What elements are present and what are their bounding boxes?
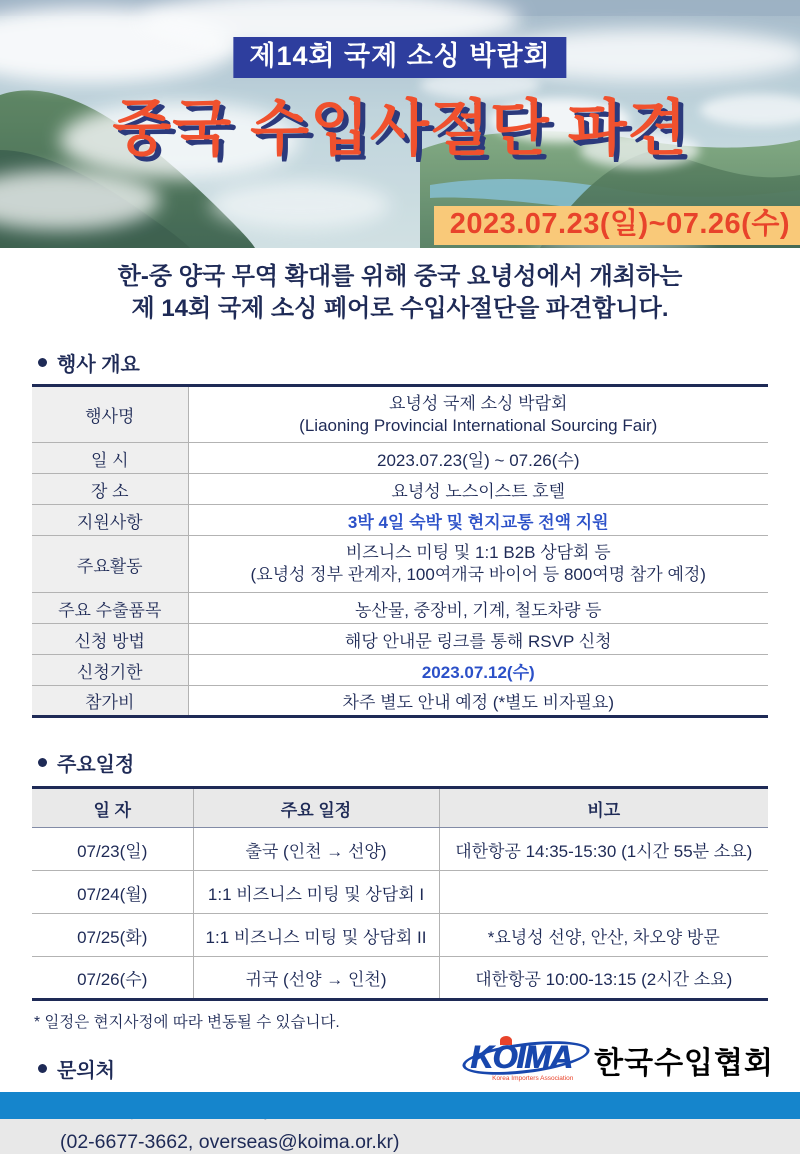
row-label: 주요 수출품목 <box>32 593 188 624</box>
schedule-footnote: * 일정은 현지사정에 따라 변동될 수 있습니다. <box>34 1014 340 1032</box>
overview-table <box>32 384 768 718</box>
row-value: 농산물, 중장비, 기계, 철도차량 등 <box>188 593 768 624</box>
row-label: 신청기한 <box>32 655 188 686</box>
contact-phone-email: (02-6677-3662, overseas@koima.or.kr) <box>60 1131 400 1154</box>
schedule-note: 대한항공 10:00-13:15 (2시간 소요) <box>475 970 733 990</box>
intro-line-2: 제 14회 국제 소싱 페어로 수입사절단을 파견합니다. <box>131 294 669 322</box>
table-row <box>32 655 768 686</box>
row-value: 해당 안내문 링크를 통해 RSVP 신청 <box>188 624 768 655</box>
table-row <box>32 505 768 536</box>
schedule-note: 대한항공 14:35-15:30 (1시간 55분 소요) <box>439 828 768 871</box>
row-label: 행사명 <box>32 386 188 443</box>
section-title-overview: 행사 개요 <box>57 354 140 377</box>
schedule-activity: 귀국 (선양 → 인천) <box>193 957 439 1000</box>
event-name-korean: 요녕성 국제 소싱 박람회 <box>389 393 568 413</box>
schedule-date: 07/26(수) <box>32 957 193 1000</box>
koima-logo <box>466 1035 774 1085</box>
schedule-activity: 출국 (인천 → 선양) <box>193 828 439 871</box>
table-row <box>32 828 768 871</box>
schedule-table <box>32 786 768 1001</box>
section-header-schedule <box>38 748 800 777</box>
hero-banner <box>0 0 800 248</box>
column-header-schedule: 주요 일정 <box>193 788 439 828</box>
table-row <box>32 474 768 505</box>
intro-text <box>0 261 800 324</box>
row-value-highlighted: 3박 4일 숙박 및 현지교통 전액 지원 <box>188 505 768 536</box>
schedule-activity: 1:1 비즈니스 미팅 및 상담회 I <box>193 871 439 914</box>
event-series-badge: 제14회 국제 소싱 박람회 <box>233 37 566 78</box>
column-header-date: 일 자 <box>32 788 193 828</box>
table-row <box>32 593 768 624</box>
table-row <box>32 536 768 593</box>
footer-color-bar <box>0 1092 800 1119</box>
schedule-date: 07/25(화) <box>32 914 193 957</box>
table-row <box>32 914 768 957</box>
row-label: 참가비 <box>32 686 188 717</box>
row-value: 요녕성 노스이스트 호텔 <box>188 474 768 505</box>
schedule-note: *요녕성 선양, 안산, 차오양 방문 <box>439 914 768 957</box>
row-value <box>188 536 768 593</box>
schedule-note <box>439 871 768 914</box>
intro-line-1: 한-중 양국 무역 확대를 위해 중국 요녕성에서 개최하는 <box>117 263 683 290</box>
row-value-highlighted: 2023.07.12(수) <box>188 655 768 686</box>
section-title-schedule: 주요일정 <box>57 754 135 777</box>
section-title-contact: 문의처 <box>57 1060 115 1083</box>
table-row <box>32 871 768 914</box>
row-value: 2023.07.23(일) ~ 07.26(수) <box>188 443 768 474</box>
organization-name: 한국수입협회 <box>594 1047 774 1080</box>
poster-title: 중국 수입사절단 파견 <box>112 94 688 162</box>
schedule-activity: 1:1 비즈니스 미팅 및 상담회 II <box>193 914 439 957</box>
bullet-icon <box>38 758 47 767</box>
row-label: 장 소 <box>32 474 188 505</box>
table-row <box>32 386 768 443</box>
activities-line-2: (요녕성 정부 관계자, 100여개국 바이어 등 800여명 참가 예정) <box>250 565 706 585</box>
row-value: 차주 별도 안내 예정 (*별도 비자필요) <box>342 693 614 713</box>
row-label: 신청 방법 <box>32 624 188 655</box>
bullet-icon <box>38 358 47 367</box>
bullet-icon <box>38 1064 47 1073</box>
koima-wordmark: KOIMA <box>470 1039 572 1075</box>
koima-wordmark-group <box>466 1035 588 1085</box>
event-name-english: (Liaoning Provincial International Sourcing Fair) <box>299 415 658 435</box>
row-label: 지원사항 <box>32 505 188 536</box>
table-row <box>32 624 768 655</box>
section-header-overview <box>38 348 800 377</box>
activities-line-1: 비즈니스 미팅 및 1:1 B2B 상담회 등 <box>345 543 611 563</box>
event-date-badge: 2023.07.23(일)~07.26(수) <box>434 206 800 245</box>
row-value <box>188 386 768 443</box>
table-row <box>32 443 768 474</box>
row-label: 일 시 <box>32 443 188 474</box>
row-label: 주요활동 <box>32 536 188 593</box>
schedule-date: 07/24(월) <box>32 871 193 914</box>
schedule-date: 07/23(일) <box>32 828 193 871</box>
table-header-row <box>32 788 768 828</box>
table-row <box>32 957 768 1000</box>
table-row <box>32 686 768 717</box>
column-header-note: 비고 <box>439 788 768 828</box>
koima-subtext: Korea Importers Association <box>492 1075 574 1082</box>
